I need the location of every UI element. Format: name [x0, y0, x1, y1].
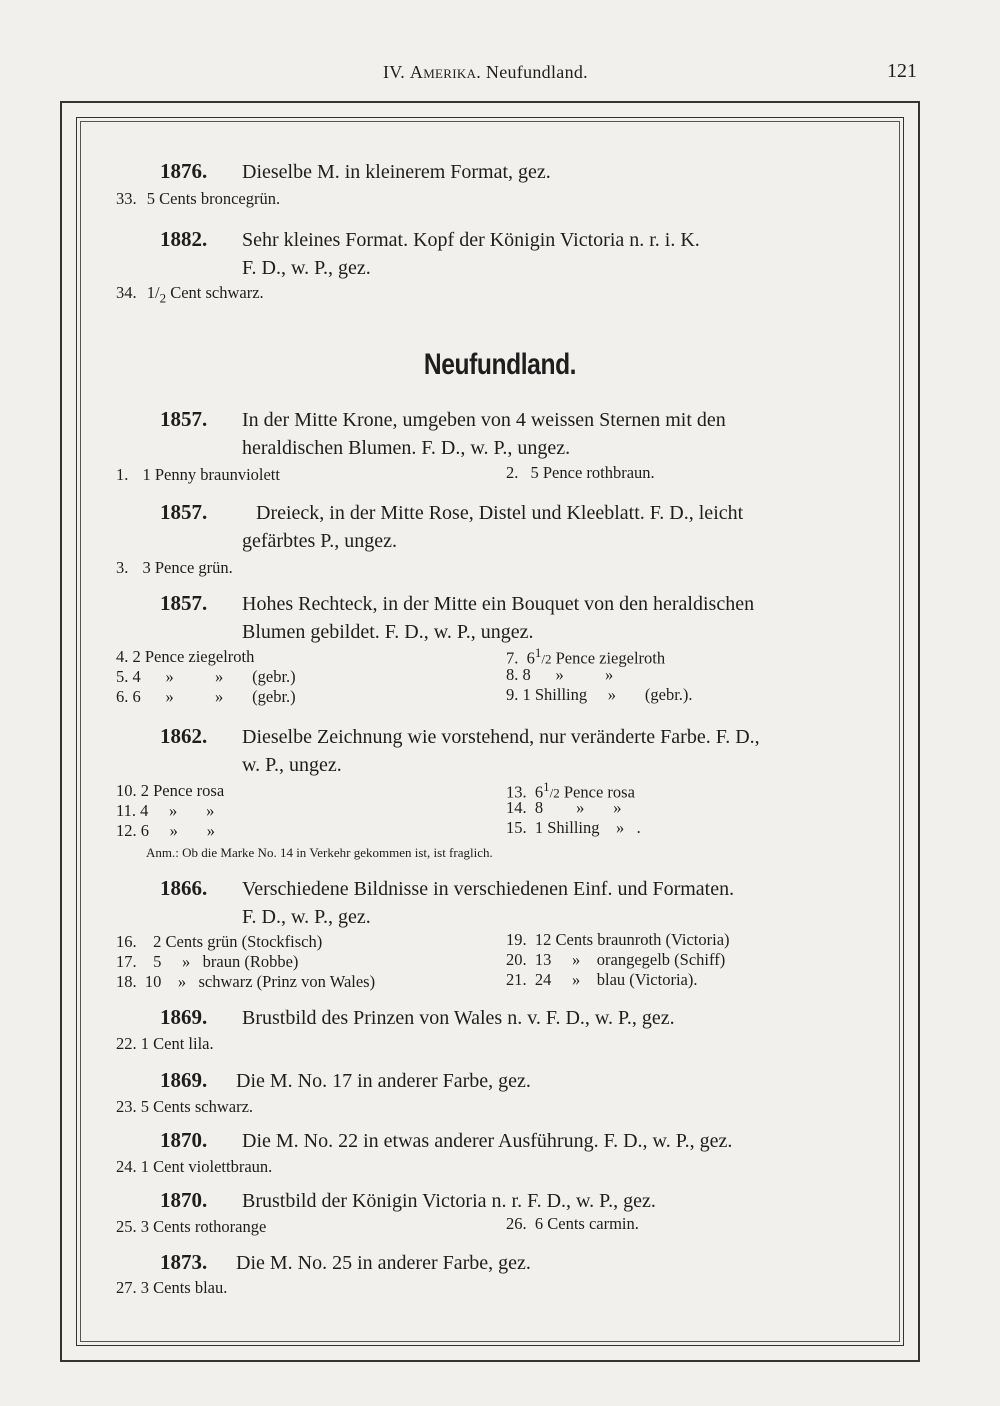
item-text: 2 Cents grün (Stockfisch) — [153, 932, 323, 951]
list-item — [116, 283, 264, 308]
item-text: 1 Penny braunviolett — [142, 465, 280, 484]
item-number: 14. — [506, 798, 527, 817]
item-number: 20. — [506, 950, 527, 969]
issue-heading — [160, 405, 872, 462]
item-text: 3 Cents rothorange — [140, 1217, 267, 1236]
item-number: 3. — [116, 558, 129, 577]
item-text: 10 » schwarz (Prinz von Wales) — [144, 972, 376, 991]
issue-heading — [160, 722, 872, 779]
list-item — [116, 687, 296, 707]
item-number: 2. — [506, 463, 519, 482]
issue-heading — [160, 1126, 872, 1155]
item-number: 6. — [116, 687, 129, 706]
item-text: 6 » » — [140, 821, 215, 840]
fraction-den: 2 — [159, 290, 167, 306]
list-item — [116, 781, 224, 801]
header-region: Amerika. — [409, 62, 482, 82]
issue-description-cont: heraldischen Blumen. F. D., w. P., ungez. — [242, 437, 571, 459]
list-item — [116, 932, 322, 952]
issue-description: Die M. No. 25 in anderer Farbe, gez. — [236, 1252, 531, 1274]
issue-year: 1873. — [160, 1250, 208, 1274]
list-item — [116, 952, 298, 972]
item-text: Pence rosa — [559, 782, 635, 802]
issue-description-cont: gefärbtes P., ungez. — [242, 530, 397, 552]
list-item — [116, 1217, 266, 1237]
item-text: 5 Pence rothbraun. — [530, 463, 655, 482]
item-number: 11. — [116, 801, 137, 820]
item-number: 15. — [506, 818, 527, 837]
fraction-den: /2 — [541, 651, 552, 667]
item-fraction — [146, 283, 167, 306]
item-text: Pence ziegelroth — [551, 648, 666, 668]
issue-heading — [160, 225, 872, 282]
list-item — [116, 1278, 227, 1298]
issue-description: Dieselbe M. in kleinerem Format, gez. — [242, 161, 551, 183]
list-item — [116, 1157, 272, 1177]
issue-year: 1882. — [160, 227, 208, 251]
list-item — [116, 972, 375, 992]
item-number: 21. — [506, 970, 527, 989]
issue-heading — [160, 498, 872, 555]
list-item — [506, 930, 730, 950]
item-number: 7. — [506, 648, 519, 668]
item-number: 9. — [506, 685, 519, 704]
header-chapter: IV. — [383, 62, 406, 82]
issue-description: Dreieck, in der Mitte Rose, Distel und Kleeblatt. F. D., leicht — [256, 502, 744, 524]
issue-year: 1857. — [160, 591, 208, 615]
fraction-den: /2 — [549, 785, 560, 801]
item-number: 23. — [116, 1097, 137, 1116]
issue-description: Dieselbe Zeichnung wie vorstehend, nur veränderte Farbe. F. D., — [242, 726, 760, 748]
item-text: 4 » » — [140, 801, 215, 820]
item-text: 6 Cents carmin. — [534, 1214, 639, 1233]
issue-description-cont: F. D., w. P., gez. — [242, 257, 371, 279]
item-text: 3 Cents blau. — [140, 1278, 228, 1297]
item-number: 34. — [116, 283, 137, 302]
list-item — [116, 801, 214, 821]
issue-description-cont: w. P., ungez. — [242, 754, 342, 776]
item-text: Cent schwarz. — [166, 283, 264, 302]
list-item — [116, 558, 233, 578]
fraction-whole: 6 — [534, 782, 544, 802]
issue-year: 1870. — [160, 1128, 208, 1152]
item-text: 8 » » — [534, 798, 622, 817]
item-number: 26. — [506, 1214, 527, 1233]
issue-year: 1862. — [160, 724, 208, 748]
issue-description: Brustbild der Königin Victoria n. r. F. D., w. P., gez. — [242, 1190, 656, 1212]
issue-year: 1869. — [160, 1068, 208, 1092]
fraction-whole: 6 — [526, 648, 535, 668]
item-number: 4. — [116, 647, 129, 666]
issue-heading — [160, 1003, 872, 1032]
issue-description: Hohes Rechteck, in der Mitte ein Bouquet von den heraldischen — [242, 593, 755, 615]
issue-description-cont: Blumen gebildet. F. D., w. P., ungez. — [242, 621, 534, 643]
item-text: 5 Cents broncegrün. — [146, 189, 281, 208]
item-number: 22. — [116, 1034, 137, 1053]
item-number: 5. — [116, 667, 129, 686]
issue-description: Die M. No. 22 in etwas anderer Ausführung. F. D., w. P., gez. — [242, 1130, 733, 1152]
list-item — [116, 821, 215, 841]
item-number: 33. — [116, 189, 137, 208]
item-number: 10. — [116, 781, 137, 800]
footnote: Anm.: Ob die Marke No. 14 in Verkehr gekommen ist, ist fraglich. — [146, 845, 493, 860]
item-text: 13 » orangegelb (Schiff) — [534, 950, 726, 969]
issue-heading — [160, 874, 872, 931]
item-text: 6 » » (gebr.) — [132, 687, 296, 706]
item-text: 5 Cents schwarz. — [140, 1097, 254, 1116]
page-number: 121 — [887, 60, 917, 82]
item-number: 8. — [506, 665, 519, 684]
item-number: 17. — [116, 952, 137, 971]
list-item — [506, 950, 725, 970]
item-text: 2 Pence rosa — [140, 781, 225, 800]
fraction-num: 1 — [543, 779, 550, 794]
issue-heading — [160, 157, 872, 186]
issue-description: Brustbild des Prinzen von Wales n. v. F. D., w. P., gez. — [242, 1007, 675, 1029]
list-item — [116, 189, 280, 209]
item-text: 1 Cent violettbraun. — [140, 1157, 273, 1176]
item-number: 18. — [116, 972, 137, 991]
list-item — [506, 665, 613, 685]
issue-description: Die M. No. 17 in anderer Farbe, gez. — [236, 1070, 531, 1092]
issue-description: Verschiedene Bildnisse in verschiedenen Einf. und Formaten. — [242, 878, 735, 900]
item-text: 4 » » (gebr.) — [132, 667, 296, 686]
section-title: Neufundland. — [423, 348, 577, 381]
item-number: 1. — [116, 465, 129, 484]
item-text: 3 Pence grün. — [142, 558, 233, 577]
issue-year: 1870. — [160, 1188, 208, 1212]
issue-heading — [160, 1248, 872, 1277]
issue-year: 1857. — [160, 407, 208, 431]
list-item — [506, 970, 697, 990]
list-item — [116, 465, 280, 485]
item-number: 19. — [506, 930, 527, 949]
fraction-num: 1/ — [146, 283, 160, 302]
list-item — [506, 1214, 639, 1234]
item-text: 12 Cents braunroth (Victoria) — [534, 930, 730, 949]
item-text: 1 Shilling » . — [534, 818, 641, 837]
issue-year: 1876. — [160, 159, 208, 183]
item-number: 16. — [116, 932, 137, 951]
item-number: 24. — [116, 1157, 137, 1176]
item-text: 2 Pence ziegelroth — [132, 647, 255, 666]
issue-heading — [160, 1066, 872, 1095]
item-text: 24 » blau (Victoria). — [534, 970, 698, 989]
issue-heading — [160, 1186, 872, 1215]
list-item — [116, 667, 296, 687]
list-item — [506, 685, 693, 705]
list-item — [116, 1097, 253, 1117]
fraction-num: 1 — [534, 645, 542, 660]
issue-description: Sehr kleines Format. Kopf der Königin Victoria n. r. i. K. — [242, 229, 700, 251]
item-text: 8 » » — [522, 665, 614, 684]
list-item — [116, 1034, 214, 1054]
item-number: 27. — [116, 1278, 137, 1297]
list-item — [506, 463, 655, 483]
item-text: 1 Shilling » (gebr.). — [522, 685, 693, 704]
issue-description: In der Mitte Krone, umgeben von 4 weissen Sternen mit den — [242, 409, 726, 431]
list-item — [506, 798, 622, 818]
header-country: Neufundland. — [485, 62, 588, 82]
list-item — [506, 818, 641, 838]
issue-year: 1857. — [160, 500, 208, 524]
item-number: 13. — [506, 782, 527, 802]
item-number: 12. — [116, 821, 137, 840]
item-text: 1 Cent lila. — [140, 1034, 214, 1053]
item-text: 5 » braun (Robbe) — [153, 952, 299, 971]
issue-heading — [160, 589, 872, 646]
list-item — [116, 647, 254, 667]
issue-year: 1869. — [160, 1005, 208, 1029]
issue-year: 1866. — [160, 876, 208, 900]
item-number: 25. — [116, 1217, 137, 1236]
issue-description-cont: F. D., w. P., gez. — [242, 906, 371, 928]
